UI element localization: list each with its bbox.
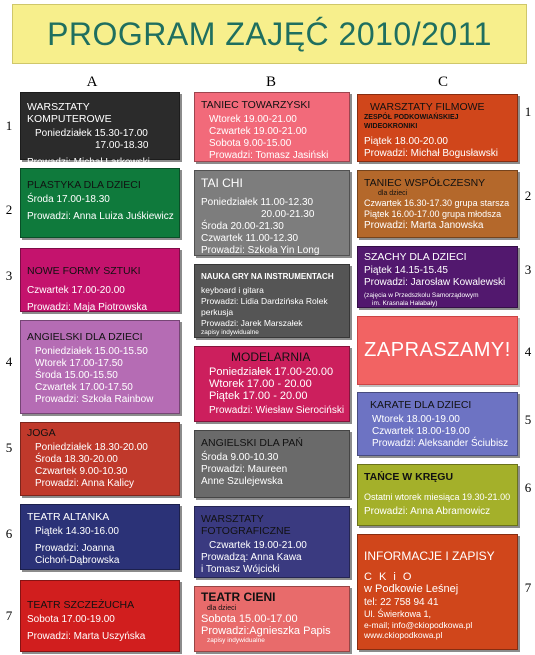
card-line: Anne Szulejewska xyxy=(201,476,283,487)
card-line: Cichoń-Dąbrowska xyxy=(35,555,120,566)
column-header-b: B xyxy=(265,74,276,90)
card-title: ANGIELSKI DLA DZIECI xyxy=(27,331,143,343)
card-joga xyxy=(20,422,180,496)
card-title: TANIEC WSPÓŁCZESNY xyxy=(364,177,486,189)
card-line: Prowadzi: Jarosław Kowalewski xyxy=(364,277,506,288)
row-number-left-7: 7 xyxy=(5,608,13,623)
card-note: im. Krasnala Hałabały) xyxy=(372,300,438,307)
card-modelarnia xyxy=(194,346,350,422)
card-title: SZACHY DLA DZIECI xyxy=(364,251,467,263)
row-number-right-3: 3 xyxy=(524,262,532,277)
card-title: WARSZTATY FILMOWE xyxy=(370,101,485,113)
card-title: TEATR CIENI xyxy=(201,590,276,604)
card-line: Sobota 9.00-15.00 xyxy=(209,138,292,149)
card-title: KARATE DLA DZIECI xyxy=(370,399,472,411)
card-szachy-dla-dzieci xyxy=(357,246,518,308)
row-number-left-1: 1 xyxy=(5,118,13,133)
card-line: Ul. Świerkowa 1, xyxy=(364,609,432,619)
title-banner xyxy=(12,4,527,64)
card-line: Prowadzi: Michał Larkowski xyxy=(27,157,150,168)
card-line: Wtorek 17.00 - 20.00 xyxy=(209,378,312,390)
column-header-c: C xyxy=(437,74,448,90)
card-line: perkusja xyxy=(201,307,234,317)
card-line: 17.00-18.30 xyxy=(95,140,149,151)
card-line: Prowadzi: Maja Piotrowska xyxy=(27,302,148,313)
row-number-right-1: 1 xyxy=(524,104,532,119)
website-link[interactable]: www.ckiopodkowa.pl xyxy=(364,630,443,640)
card-title: ANGIELSKI DLA PAŃ xyxy=(201,437,303,449)
page-title: PROGRAM ZAJĘĆ 2010/2011 xyxy=(47,15,492,52)
card-line: Prowadzi: Anna Abramowicz xyxy=(364,506,491,517)
card-line: Czwartek 9.00-10.30 xyxy=(35,466,128,477)
card-line: Piątek 14.15-15.45 xyxy=(364,265,448,276)
row-number-right-7: 7 xyxy=(524,580,532,595)
card-title: WARSZTATY FOTOGRAFICZNE xyxy=(201,513,291,537)
column-header-a: A xyxy=(86,74,98,90)
row-number-left-2: 2 xyxy=(5,202,13,217)
card-line: Prowadzi: Marta Uszyńska xyxy=(27,631,146,642)
card-line: Piątek 16.00-17.00 grupa młodsza xyxy=(364,209,502,219)
card-line: Prowadzi: Michał Bogusławski xyxy=(364,148,498,159)
card-title: TEATR SZCZEŻUCHA xyxy=(27,599,135,611)
card-title: WARSZTATY KOMPUTEROWE xyxy=(27,101,112,125)
card-line: Środa 9.00-10.30 xyxy=(201,452,279,463)
card-title: NAUKA GRY NA INSTRUMENTACH xyxy=(201,272,334,281)
card-line: Prowadzi:Agnieszka Papis xyxy=(201,625,331,637)
card-line: Prowadzi: Anna Kalicy xyxy=(35,478,134,489)
row-number-right-6: 6 xyxy=(524,480,532,495)
card-line: C K i O xyxy=(364,571,414,583)
card-line: Czwartek 19.00-21.00 xyxy=(209,540,307,551)
row-number-left-4: 4 xyxy=(5,354,13,369)
card-line: Prowadzi: Anna Luiza Juśkiewicz xyxy=(27,211,174,222)
card-line: Wtorek 17.00-17.50 xyxy=(35,358,123,369)
card-line: keyboard i gitara xyxy=(201,285,264,295)
row-number-right-5: 5 xyxy=(524,412,532,427)
card-line: w Podkowie Leśnej xyxy=(364,583,459,595)
card-line: Sobota 17.00-19.00 xyxy=(27,614,115,625)
card-line: Środa 17.00-18.30 xyxy=(27,194,110,205)
card-line: Wtorek 18.00-19.00 xyxy=(372,414,460,425)
card-note: zapisy indywidualne xyxy=(207,637,265,644)
card-title: TANIEC TOWARZYSKI xyxy=(201,99,311,111)
card-line: Prowadzi: Marta Janowska xyxy=(364,220,484,231)
zapraszamy-text: ZAPRASZAMY! xyxy=(364,339,511,361)
card-line: i Tomasz Wójcicki xyxy=(201,564,280,575)
card-line: Czwartek 18.00-19.00 xyxy=(372,426,470,437)
card-line: Ostatni wtorek miesiąca 19.30-21.00 xyxy=(364,492,511,502)
card-title: TAI CHI xyxy=(201,176,243,190)
card-nauka-gry-na-instrumentach xyxy=(194,264,350,338)
card-title: MODELARNIA xyxy=(231,350,311,364)
card-line: Wtorek 19.00-21.00 xyxy=(209,114,297,125)
card-line: Czwartek 11.00-12.30 xyxy=(201,233,299,244)
card-line: Czwartek 17.00-20.00 xyxy=(27,285,125,296)
card-warsztaty-komputerowe xyxy=(20,92,180,168)
row-number-left-6: 6 xyxy=(5,526,13,541)
card-line: Piątek 17.00 - 20.00 xyxy=(209,390,308,402)
card-taniec-wspolczesny xyxy=(357,170,518,238)
card-title: PLASTYKA DLA DZIECI xyxy=(27,179,141,191)
email-link[interactable]: e-mail; info@ckiopodkowa.pl xyxy=(364,620,473,630)
row-number-right-2: 2 xyxy=(524,188,532,203)
card-line: Piątek 14.30-16.00 xyxy=(35,526,119,537)
row-number-left-5: 5 xyxy=(5,440,13,455)
card-line: Sobota 15.00-17.00 xyxy=(201,613,298,625)
card-title: NOWE FORMY SZTUKI xyxy=(27,265,141,277)
card-angielski-dla-pan xyxy=(194,430,350,498)
card-tance-w-kregu xyxy=(357,464,518,526)
card-line: Piątek 18.00-20.00 xyxy=(364,136,448,147)
card-zapraszamy xyxy=(357,316,518,385)
card-subtitle: dla dzieci xyxy=(207,605,237,612)
card-line: Prowadzi: Maureen xyxy=(201,464,288,475)
card-teatr-altanka xyxy=(20,504,180,570)
card-line: Prowadzi: Tomasz Jasiński xyxy=(209,150,329,161)
card-line: Poniedziałek 15.30-17.00 xyxy=(35,128,148,139)
card-teatr-cieni xyxy=(194,586,350,652)
card-warsztaty-fotograficzne xyxy=(194,506,350,578)
card-tai-chi xyxy=(194,170,350,256)
card-title: INFORMACJE I ZAPISY xyxy=(364,549,495,563)
card-teatr-szczezucha xyxy=(20,580,180,652)
card-informacje-i-zapisy xyxy=(357,534,518,650)
card-title: TEATR ALTANKA xyxy=(27,511,110,523)
card-note: zapisy indywidualne xyxy=(201,329,259,336)
card-line: Czwartek 17.00-17.50 xyxy=(35,382,133,393)
card-line: Środa 20.00-21.30 xyxy=(201,221,284,232)
card-line: Prowadzi: Wiesław Sierociński xyxy=(209,405,345,416)
card-karate-dla-dzieci xyxy=(357,392,518,456)
row-number-left-3: 3 xyxy=(5,268,13,283)
card-note: (zajęcia w Przedszkolu Samorządowym xyxy=(364,292,479,299)
card-line: Środa 15.00-15.50 xyxy=(35,370,118,381)
card-title: JOGA xyxy=(27,427,56,439)
card-line: Poniedziałek 15.00-15.50 xyxy=(35,346,148,357)
card-line: Prowadzą: Anna Kawa xyxy=(201,552,302,563)
card-subtitle: ZESPÓŁ PODKOWIAŃSKIEJ WIDEOKRONIKI xyxy=(364,114,459,130)
card-line: Prowadzi: Lidia Dardzińska Rolek xyxy=(201,296,328,306)
card-line: Poniedziałek 18.30-20.00 xyxy=(35,442,148,453)
card-title: TAŃCE W KRĘGU xyxy=(364,471,454,483)
card-warsztaty-filmowe xyxy=(357,94,518,162)
card-line: Czwartek 19.00-21.00 xyxy=(209,126,307,137)
card-taniec-towarzyski xyxy=(194,92,350,162)
card-line: Prowadzi: Szkoła Rainbow xyxy=(35,394,154,405)
card-line: Prowadzi: Aleksander Ściubisz xyxy=(372,438,509,449)
card-line: tel: 22 758 94 41 xyxy=(364,597,439,608)
card-plastyka-dla-dzieci xyxy=(20,168,180,238)
card-line: 20.00-21.30 xyxy=(261,209,315,220)
card-subtitle: dla dzieci xyxy=(378,190,408,197)
card-line: Poniedziałek 11.00-12.30 xyxy=(201,197,314,208)
card-nowe-formy-sztuki xyxy=(20,248,180,312)
card-angielski-dla-dzieci xyxy=(20,320,180,414)
card-line: Środa 18.30-20.00 xyxy=(35,454,118,465)
card-line: Prowadzi: Jarek Marszałek xyxy=(201,318,303,328)
card-line: Czwartek 16.30-17.30 grupa starsza xyxy=(364,198,510,208)
row-number-right-4: 4 xyxy=(524,344,532,359)
card-line: Poniedziałek 17.00-20.00 xyxy=(209,366,334,378)
card-line: Prowadzi: Szkoła Yin Long xyxy=(201,245,320,256)
card-line: Prowadzi: Joanna xyxy=(35,543,115,554)
